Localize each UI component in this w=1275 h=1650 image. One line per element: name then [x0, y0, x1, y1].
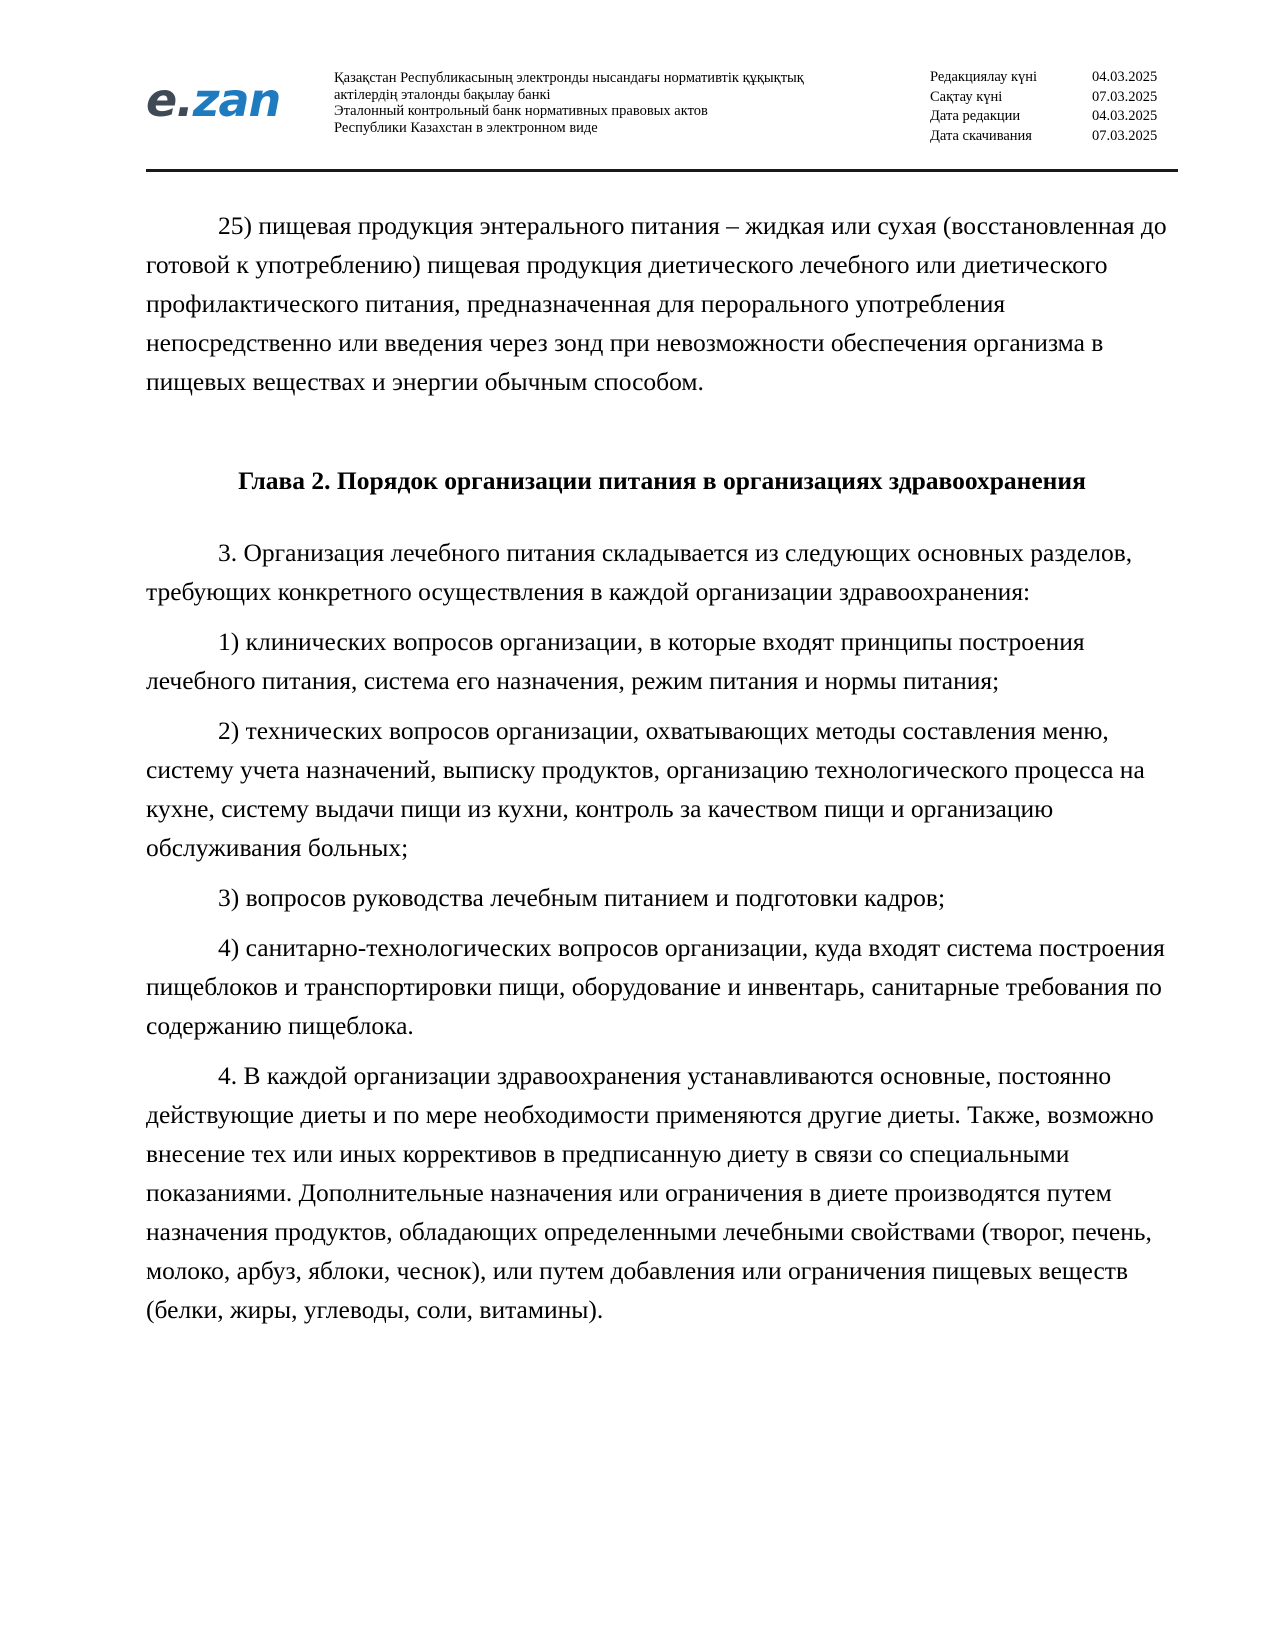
logo-zan: zan	[192, 73, 281, 127]
ezan-logo[interactable]	[146, 74, 296, 126]
meta-row-download-date-ru	[930, 127, 1180, 147]
logo-dot: .	[176, 73, 193, 127]
document-dates	[930, 68, 1180, 146]
meta-value: 07.03.2025	[1092, 127, 1158, 144]
meta-value: 07.03.2025	[1092, 88, 1158, 105]
paragraph-3-item-2: 2) технических вопросов организации, охватывающих методы составления меню, систему учета назначений, выписку продуктов, организацию технологического процесса на кухне, систему выдачи пищи из кухни, контроль за качеством пищи и организацию обслуживания больных;	[146, 716, 1145, 862]
paragraph-4: 4. В каждой организации здравоохранения устанавливаются основные, постоянно действующие диеты и по мере необходимости применяются другие диеты. Также, возможно внесение тех или иных коррективов в предписанную диету в связи со специальными показаниями. Дополнительные назначения или ограничения в диете производятся путем назначения продуктов, обладающих определенными лечебными свойствами (творог, печень, молоко, арбуз, яблоки, чеснок), или путем добавления или ограничения пищевых веществ (белки, жиры, углеводы, соли, витамины).	[146, 1061, 1154, 1324]
meta-row-save-date-kz	[930, 88, 1180, 108]
paragraph-3-item-4: 4) санитарно-технологических вопросов организации, куда входят система построения пищеблоков и транспортировки пищи, оборудование и инвентарь, санитарные требования по содержанию пищеблока.	[146, 933, 1165, 1040]
paragraph-3: 3. Организация лечебного питания складывается из следующих основных разделов, требующих конкретного осуществления в каждой организации здравоохранения:	[146, 538, 1133, 606]
logo-text	[146, 73, 280, 127]
bank-description-line: Республики Казахстан в электронном виде	[334, 119, 598, 136]
header-divider	[146, 169, 1178, 172]
bank-description-line: Эталонный контрольный банк нормативных правовых актов	[334, 103, 708, 119]
meta-row-edit-date-ru	[930, 107, 1180, 127]
bank-description-line: актілердің эталонды бақылау банкі	[334, 86, 551, 103]
paragraph-25: 25) пищевая продукция энтерального питания – жидкая или сухая (восстановленная до готовой к употреблению) пищевая продукция диетического лечебного или диетического профилактического питания, предназначенная для перорального употребления непосредственно или введения через зонд при невозможности обеспечения организма в пищевых веществах и энергии обычным способом.	[146, 211, 1167, 396]
bank-description	[334, 70, 894, 136]
logo-e: e	[146, 73, 177, 127]
chapter-title: Глава 2. Порядок организации питания в организациях здравоохранения	[238, 466, 1086, 495]
meta-label: Сақтау күні	[930, 88, 1003, 105]
meta-label: Дата скачивания	[930, 127, 1032, 144]
meta-value: 04.03.2025	[1092, 69, 1158, 85]
paragraph-3-item-3: 3) вопросов руководства лечебным питанием и подготовки кадров;	[218, 883, 946, 912]
paragraph-3-item-1: 1) клинических вопросов организации, в которые входят принципы построения лечебного питания, система его назначения, режим питания и нормы питания;	[146, 627, 1085, 695]
meta-label: Редакциялау күні	[930, 69, 1038, 85]
document-header	[146, 62, 1178, 172]
meta-label: Дата редакции	[930, 108, 1021, 124]
bank-description-line: Қазақстан Республикасының электронды нысандағы нормативтік құқықтық	[334, 70, 804, 86]
meta-row-edit-date-kz	[930, 68, 1180, 88]
meta-value: 04.03.2025	[1092, 108, 1158, 124]
document-body	[146, 206, 1178, 1340]
